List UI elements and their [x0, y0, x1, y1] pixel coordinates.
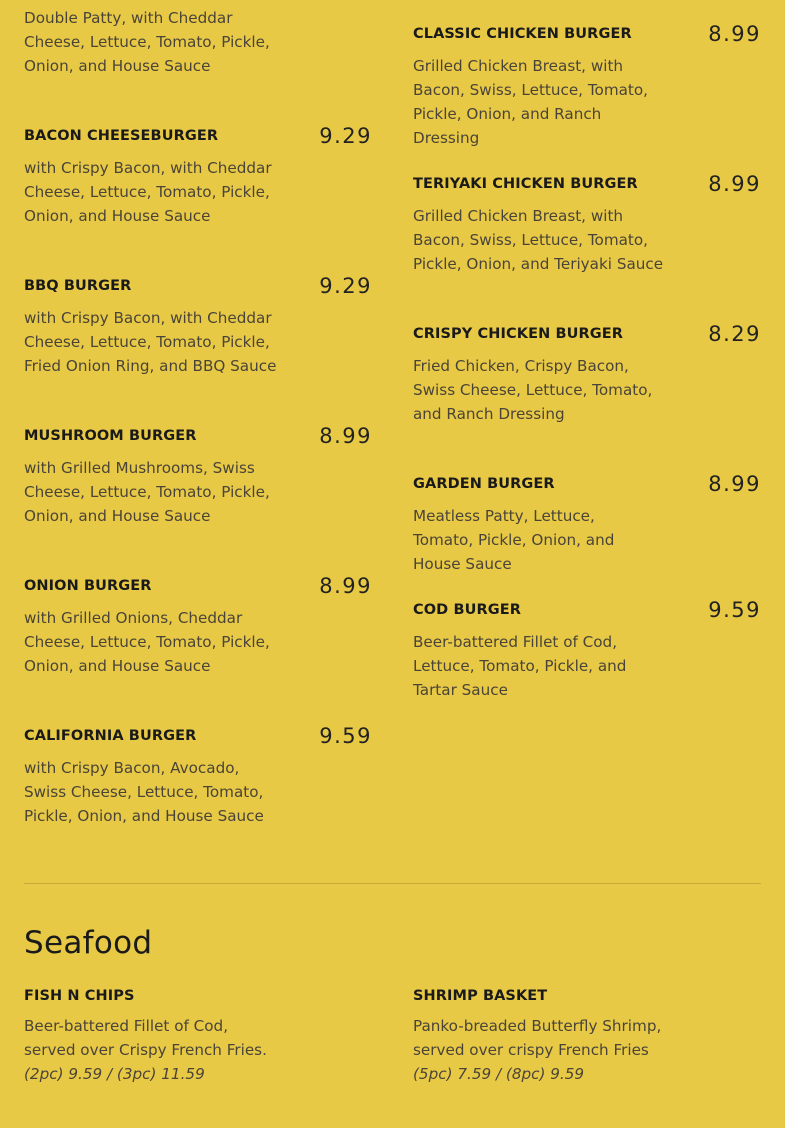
item-name: ONION BURGER — [24, 578, 152, 594]
item-name: FISH N CHIPS — [24, 988, 135, 1004]
item-price: 9.29 — [319, 274, 372, 298]
item-description — [413, 1014, 668, 1086]
item-description-text: Beer-battered Fillet of Cod, served over Crispy French Fries. — [24, 1017, 267, 1059]
item-price: 9.59 — [319, 724, 372, 748]
item-name: CALIFORNIA BURGER — [24, 728, 197, 744]
item-description: with Grilled Onions, Cheddar Cheese, Lettuce, Tomato, Pickle, Onion, and House Sauce — [24, 609, 270, 675]
item-name: MUSHROOM BURGER — [24, 428, 197, 444]
item-name: BBQ BURGER — [24, 278, 132, 294]
item-description: Beer-battered Fillet of Cod, Lettuce, Tomato, Pickle, and Tartar Sauce — [413, 633, 627, 699]
item-price: 8.29 — [708, 322, 761, 346]
item-description: Grilled Chicken Breast, with Bacon, Swiss, Lettuce, Tomato, Pickle, Onion, and Ranch Dressing — [413, 57, 648, 147]
item-description: Double Patty, with Cheddar Cheese, Lettuce, Tomato, Pickle, Onion, and House Sauce — [24, 9, 270, 75]
item-price: 8.99 — [708, 472, 761, 496]
item-price: 9.59 — [708, 598, 761, 622]
item-description: with Crispy Bacon, Avocado, Swiss Cheese, Lettuce, Tomato, Pickle, Onion, and House Sauce — [24, 759, 264, 825]
item-price: 8.99 — [319, 424, 372, 448]
item-description: with Grilled Mushrooms, Swiss Cheese, Lettuce, Tomato, Pickle, Onion, and House Sauce — [24, 459, 270, 525]
item-description: with Crispy Bacon, with Cheddar Cheese, Lettuce, Tomato, Pickle, Fried Onion Ring, and BBQ Sauce — [24, 309, 277, 375]
item-price-options: (2pc) 9.59 / (3pc) 11.59 — [24, 1065, 205, 1083]
item-description: Grilled Chicken Breast, with Bacon, Swiss, Lettuce, Tomato, Pickle, Onion, and Teriyaki Sauce — [413, 207, 664, 273]
item-description: with Crispy Bacon, with Cheddar Cheese, Lettuce, Tomato, Pickle, Onion, and House Sauce — [24, 159, 272, 225]
item-name: CRISPY CHICKEN BURGER — [413, 326, 624, 342]
item-name: SHRIMP BASKET — [413, 988, 548, 1004]
item-name: TERIYAKI CHICKEN BURGER — [413, 176, 638, 192]
item-description: Fried Chicken, Crispy Bacon, Swiss Cheese, Lettuce, Tomato, and Ranch Dressing — [413, 357, 653, 423]
item-price: 8.99 — [708, 172, 761, 196]
item-price: 8.99 — [708, 22, 761, 46]
section-divider — [24, 883, 761, 884]
item-price: 8.99 — [319, 574, 372, 598]
item-name: CLASSIC CHICKEN BURGER — [413, 26, 632, 42]
item-name: GARDEN BURGER — [413, 476, 555, 492]
item-description-text: Panko-breaded Butterfly Shrimp, served over crispy French Fries — [413, 1017, 662, 1059]
item-price: 9.29 — [319, 124, 372, 148]
item-description: Meatless Patty, Lettuce, Tomato, Pickle, Onion, and House Sauce — [413, 507, 615, 573]
item-name: COD BURGER — [413, 602, 522, 618]
item-price-options: (5pc) 7.59 / (8pc) 9.59 — [413, 1065, 585, 1083]
item-name: BACON CHEESEBURGER — [24, 128, 219, 144]
item-description — [24, 1014, 274, 1086]
section-title-seafood: Seafood — [24, 925, 153, 961]
